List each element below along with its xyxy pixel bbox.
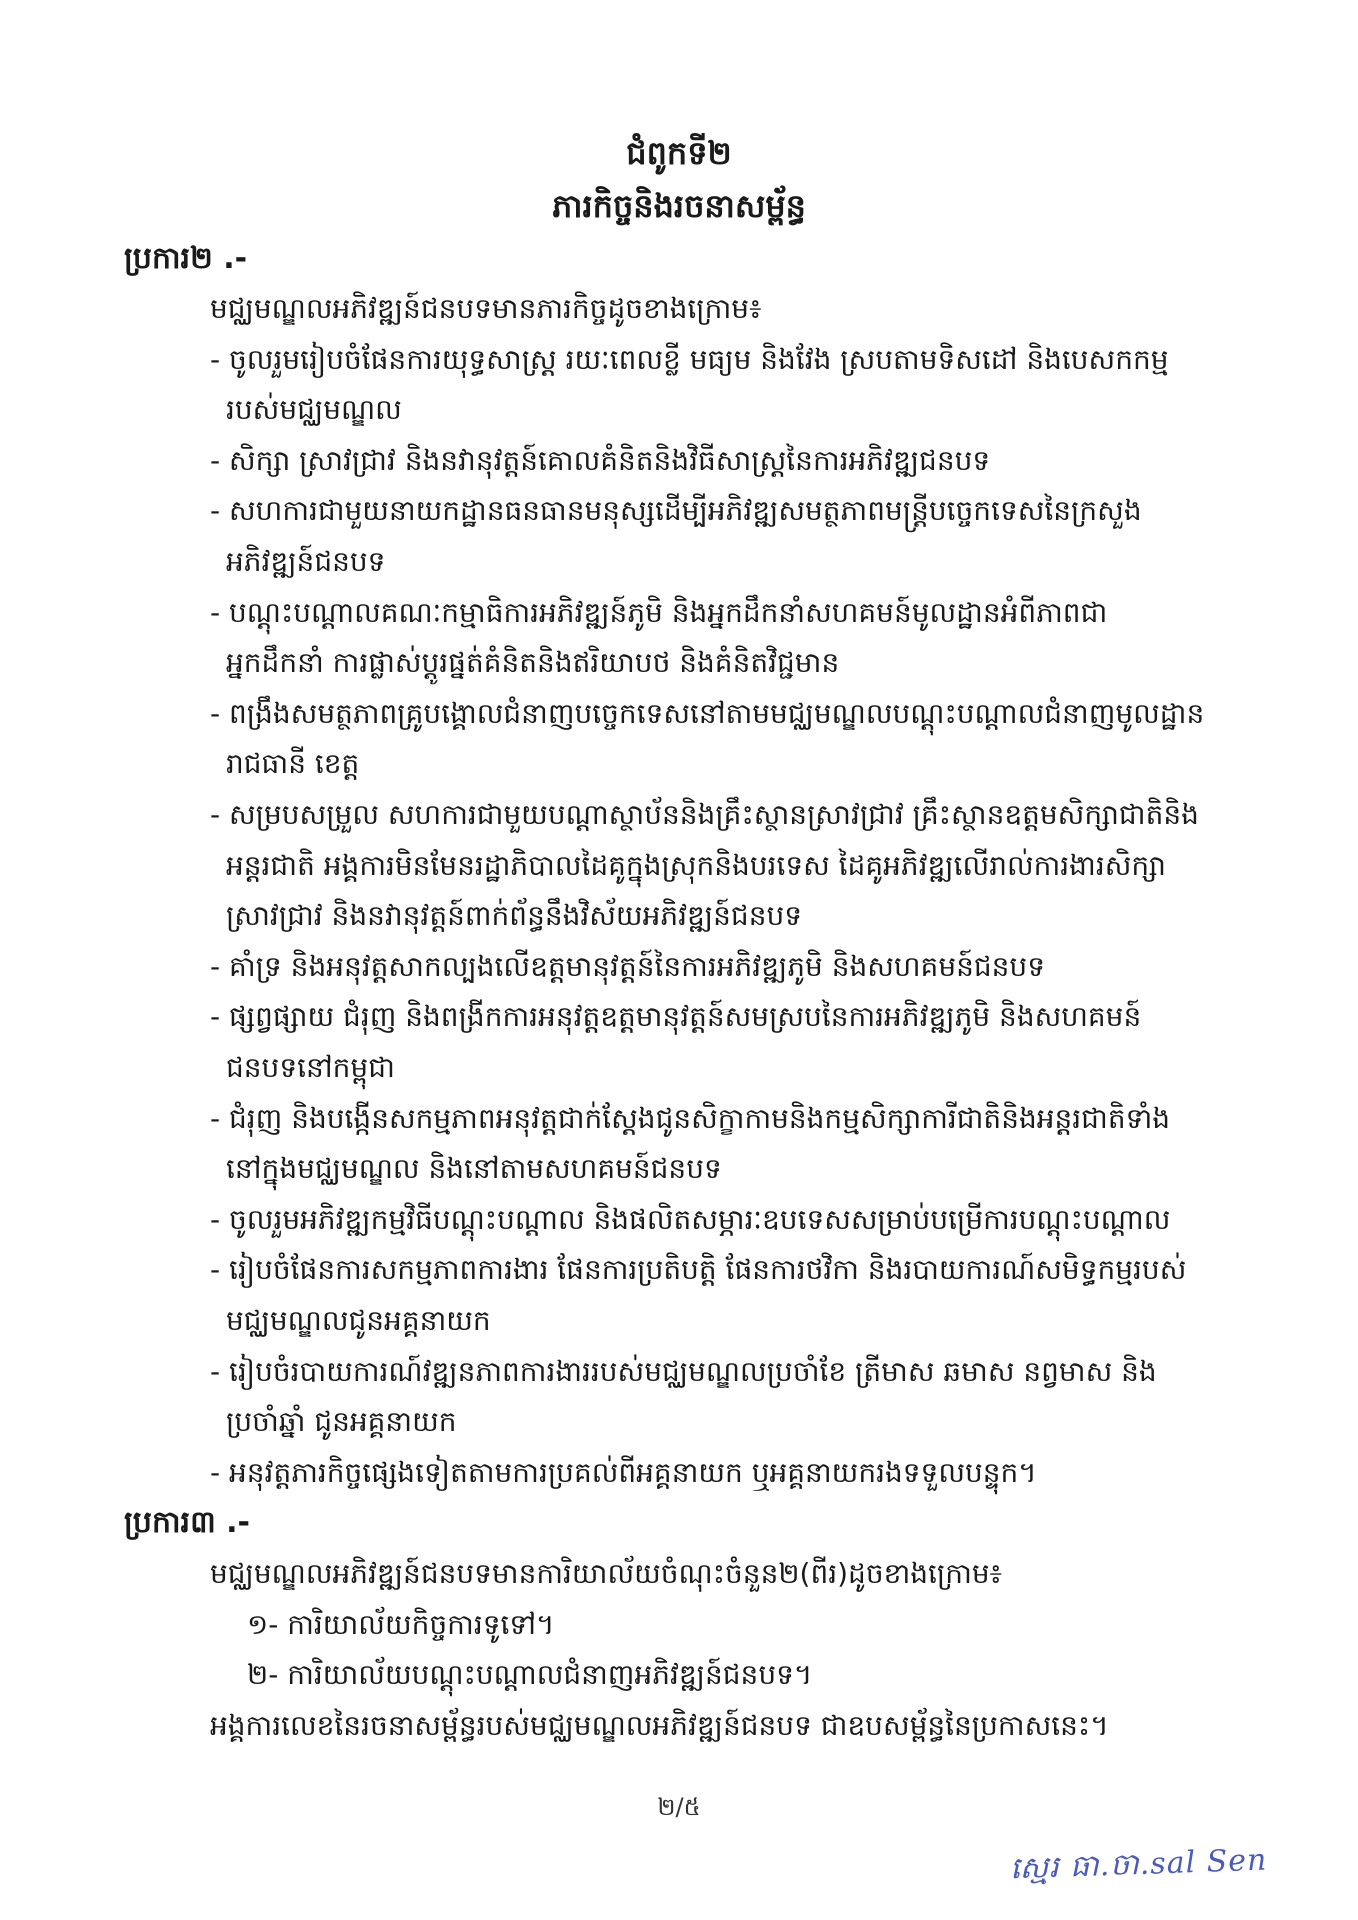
handwritten-signature: ស្មេរ ធា.ចា.sal Sen — [1009, 1842, 1268, 1887]
chapter-title: ភារកិច្ចនិងរចនាសម្ព័ន្ធ — [552, 187, 806, 225]
chapter-number: ជំពូកទី២ — [626, 134, 732, 172]
duty-item-continuation: របស់មជ្ឈមណ្ឌល — [226, 393, 402, 427]
office-list-item: ១- ការិយាល័យកិច្ចការទូទៅ។ — [247, 1607, 555, 1641]
duty-item-continuation: ស្រាវជ្រាវ និងនវានុវត្តន៍ពាក់ព័ន្ធនឹងវិស័យអភិវឌ្ឍន៍ជនបទ — [226, 899, 803, 933]
duty-item-continuation: ប្រចាំឆ្នាំ ជូនអគ្គនាយក — [226, 1405, 457, 1439]
duty-item-continuation: អភិវឌ្ឍន៍ជនបទ — [226, 545, 386, 578]
duty-item: - រៀបចំរបាយការណ៍វឌ្ឍនភាពការងាររបស់មជ្ឈមណ្ឌលប្រចាំខែ ត្រីមាស ឆមាស នព្វមាស និង — [210, 1354, 1157, 1388]
duty-item: - សិក្សា ស្រាវជ្រាវ និងនវានុវត្តន៍គោលគំនិតនិងវិធីសាស្ត្រនៃការអភិវឌ្ឍជនបទ — [210, 443, 991, 477]
duty-item: - ចូលរួមរៀបចំផែនការយុទ្ធសាស្ត្រ រយៈពេលខ្លី មធ្យម និងវែង ស្របតាមទិសដៅ និងបេសកកម្ម — [210, 342, 1169, 376]
duty-item: - ចូលរួមអភិវឌ្ឍកម្មវិធីបណ្តុះបណ្តាល និងផលិតសម្ភារៈឧបទេសសម្រាប់បម្រើការបណ្តុះបណ្តាល — [210, 1202, 1171, 1236]
duty-item: - ពង្រឹងសមត្ថភាពគ្រូបង្គោលជំនាញបច្ចេកទេសនៅតាមមជ្ឈមណ្ឌលបណ្តុះបណ្តាលជំនាញមូលដ្ឋាន — [210, 696, 1205, 730]
page-number: ២/៥ — [657, 1793, 701, 1821]
duty-item: - ជំរុញ និងបង្កើនសកម្មភាពអនុវត្តជាក់ស្តែងជូនសិក្ខាកាមនិងកម្មសិក្សាការីជាតិនិងអន្តរជាតិទាំង — [210, 1101, 1171, 1135]
duty-item: - សហការជាមួយនាយកដ្ឋានធនធានមនុស្សដើម្បីអភិវឌ្ឍសមត្ថភាពមន្ត្រីបច្ចេកទេសនៃក្រសួង — [210, 494, 1142, 528]
office-list-item: ២- ការិយាល័យបណ្តុះបណ្តាលជំនាញអភិវឌ្ឍន៍ជនបទ។ — [247, 1658, 813, 1692]
duty-item-continuation: អ្នកដឹកនាំ ការផ្លាស់ប្តូរផ្នត់គំនិតនិងឥរិយាបថ និងគំនិតវិជ្ជមាន — [226, 646, 840, 680]
duty-item: - សម្របសម្រួល សហការជាមួយបណ្តាស្ថាប័ននិងគ្រឹះស្ថានស្រាវជ្រាវ គ្រឹះស្ថានឧត្តមសិក្សាជាតិនិង — [210, 798, 1199, 831]
duty-item: - អនុវត្តភារកិច្ចផ្សេងទៀតតាមការប្រគល់ពីអគ្គនាយក ឬអគ្គនាយករងទទួលបន្ទុក។ — [210, 1455, 1037, 1489]
duty-item: - បណ្តុះបណ្តាលគណៈកម្មាធិការអភិវឌ្ឍន៍ភូមិ និងអ្នកដឹកនាំសហគមន៍មូលដ្ឋានអំពីភាពជា — [210, 595, 1108, 629]
duty-item-continuation: មជ្ឈមណ្ឌលជូនអគ្គនាយក — [226, 1304, 491, 1337]
duty-item-continuation: អន្តរជាតិ អង្គការមិនមែនរដ្ឋាភិបាលដៃគូក្នុងស្រុកនិងបរទេស ដៃគូអភិវឌ្ឍលើរាល់ការងារសិក្សា — [226, 848, 1166, 882]
article-2-heading: ប្រការ២ .- — [124, 241, 248, 276]
duty-item: - រៀបចំផែនការសកម្មភាពការងារ ផែនការប្រតិបត្តិ ផែនការថវិកា និងរបាយការណ៍សមិទ្ធកម្មរបស់ — [210, 1253, 1187, 1287]
duty-item-continuation: រាជធានី ខេត្ត — [226, 747, 360, 781]
article-2-intro: មជ្ឈមណ្ឌលអភិវឌ្ឍន៍ជនបទមានភារកិច្ចដូចខាងក្រោម៖ — [210, 292, 762, 325]
duty-item: - គាំទ្រ និងអនុវត្តសាកល្បងលើឧត្តមានុវត្តន៍នៃការអភិវឌ្ឍភូមិ និងសហគមន៍ជនបទ — [210, 949, 1045, 983]
duty-item-continuation: ជនបទនៅកម្ពុជា — [226, 1051, 395, 1084]
duty-item: - ផ្សព្វផ្សាយ ជំរុញ និងពង្រីកការអនុវត្តឧត្តមានុវត្តន៍សមស្របនៃការអភិវឌ្ឍភូមិ និងសហគមន៍ — [210, 1000, 1142, 1034]
article-3-intro: មជ្ឈមណ្ឌលអភិវឌ្ឍន៍ជនបទមានការិយាល័យចំណុះចំនួន២(ពីរ)ដូចខាងក្រោម៖ — [210, 1557, 1002, 1590]
article-3-closing: អង្គការលេខនៃរចនាសម្ព័ន្ធរបស់មជ្ឈមណ្ឌលអភិវឌ្ឍន៍ជនបទ ជាឧបសម្ព័ន្ធនៃប្រកាសនេះ។ — [210, 1708, 1109, 1742]
article-3-heading: ប្រការ៣ .- — [124, 1505, 250, 1541]
duty-item-continuation: នៅក្នុងមជ្ឈមណ្ឌល និងនៅតាមសហគមន៍ជនបទ — [226, 1152, 722, 1186]
